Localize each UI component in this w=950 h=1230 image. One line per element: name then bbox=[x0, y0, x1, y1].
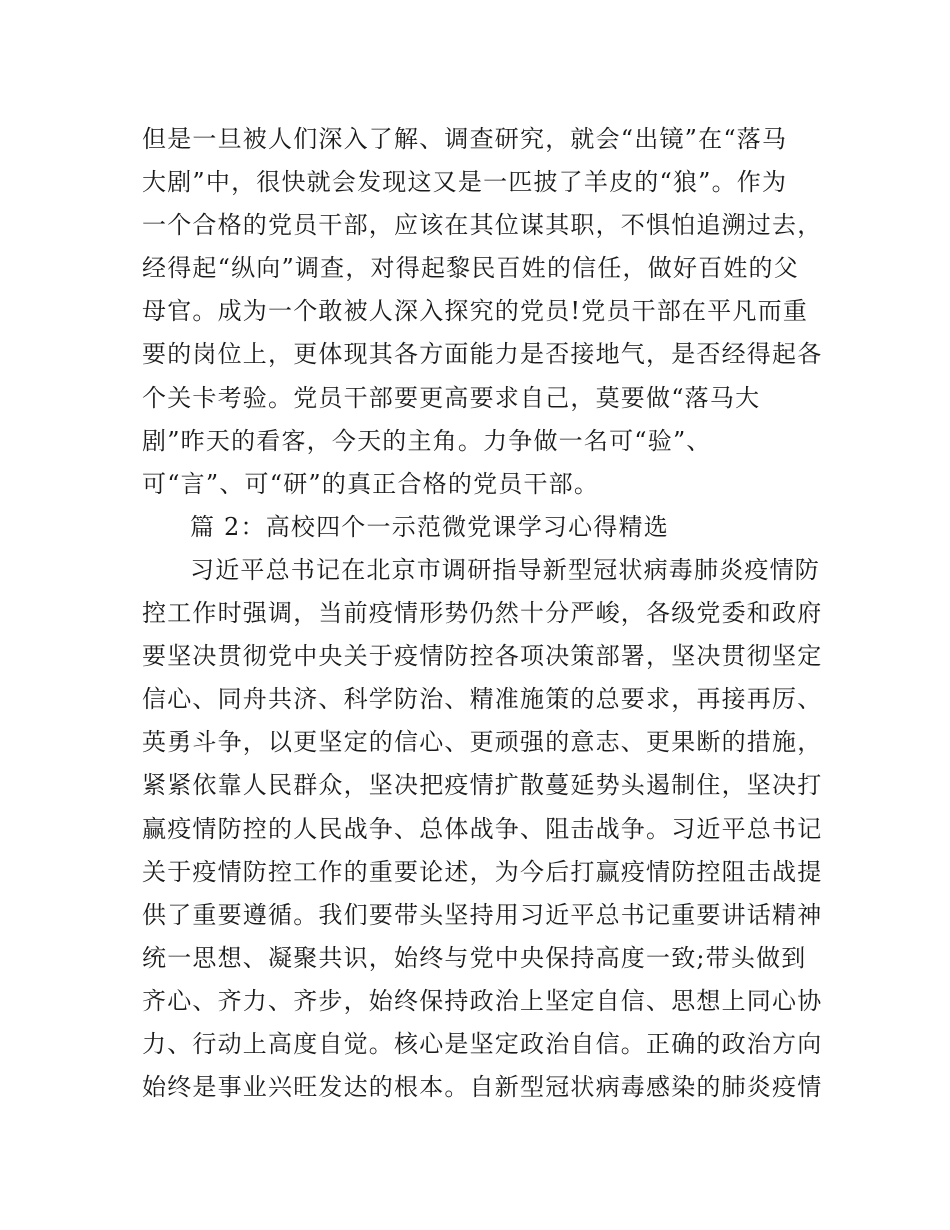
text-line: 剧”昨天的看客，今天的主角。力争做一名可“验”、 bbox=[142, 426, 712, 455]
text-line: 要坚决贯彻党中央关于疫情防控各项决策部署，坚决贯彻坚定 bbox=[142, 642, 823, 671]
text-line: 但是一旦被人们深入了解、调查研究，就会“出镜”在“落马 bbox=[142, 125, 788, 153]
text-line: 控工作时强调，当前疫情形势仍然十分严峻，各级党委和政府 bbox=[142, 599, 823, 628]
text-line: 一个合格的党员干部，应该在其位谋其职，不惧怕追溯过去， bbox=[142, 211, 823, 240]
text-line: 关于疫情防控工作的重要论述，为今后打赢疫情防控阻击战提 bbox=[142, 857, 823, 886]
text-line: 习近平总书记在北京市调研指导新型冠状病毒肺炎疫情防 bbox=[190, 555, 820, 584]
text-line: 要的岗位上，更体现其各方面能力是否接地气，是否经得起各 bbox=[142, 340, 823, 369]
text-line: 始终是事业兴旺发达的根本。自新型冠状病毒感染的肺炎疫情 bbox=[142, 1073, 823, 1102]
text-line: 信心、同舟共济、科学防治、精准施策的总要求，再接再厉、 bbox=[142, 685, 823, 714]
document-body bbox=[142, 118, 822, 1109]
text-line: 英勇斗争，以更坚定的信心、更顽强的意志、更果断的措施， bbox=[142, 728, 823, 757]
text-line: 大剧”中，很快就会发现这又是一匹披了羊皮的“狼”。作为 bbox=[142, 168, 788, 197]
text-line: 供了重要遵循。我们要带头坚持用习近平总书记重要讲话精神 bbox=[142, 900, 823, 929]
text-line: 统一思想、凝聚共识，始终与党中央保持高度一致;带头做到 bbox=[142, 943, 807, 972]
text-line: 可“言”、可“研”的真正合格的党员干部。 bbox=[142, 469, 600, 498]
text-line: 力、行动上高度自觉。核心是坚定政治自信。正确的政治方向 bbox=[142, 1029, 823, 1058]
text-line: 个关卡考验。党员干部要更高要求自己，莫要做“落马大 bbox=[142, 383, 761, 412]
text-line: 母官。成为一个敢被人深入探究的党员!党员干部在平凡而重 bbox=[142, 297, 809, 326]
text-line: 赢疫情防控的人民战争、总体战争、阻击战争。习近平总书记 bbox=[142, 814, 823, 843]
text-line: 齐心、齐力、齐步，始终保持政治上坚定自信、思想上同心协 bbox=[142, 986, 823, 1015]
text-line: 经得起“纵向”调查，对得起黎民百姓的信任，做好百姓的父 bbox=[142, 254, 799, 283]
section-heading: 篇 2：高校四个一示范微党课学习心得精选 bbox=[190, 512, 669, 541]
text-line: 紧紧依靠人民群众，坚决把疫情扩散蔓延势头遏制住，坚决打 bbox=[142, 771, 823, 800]
